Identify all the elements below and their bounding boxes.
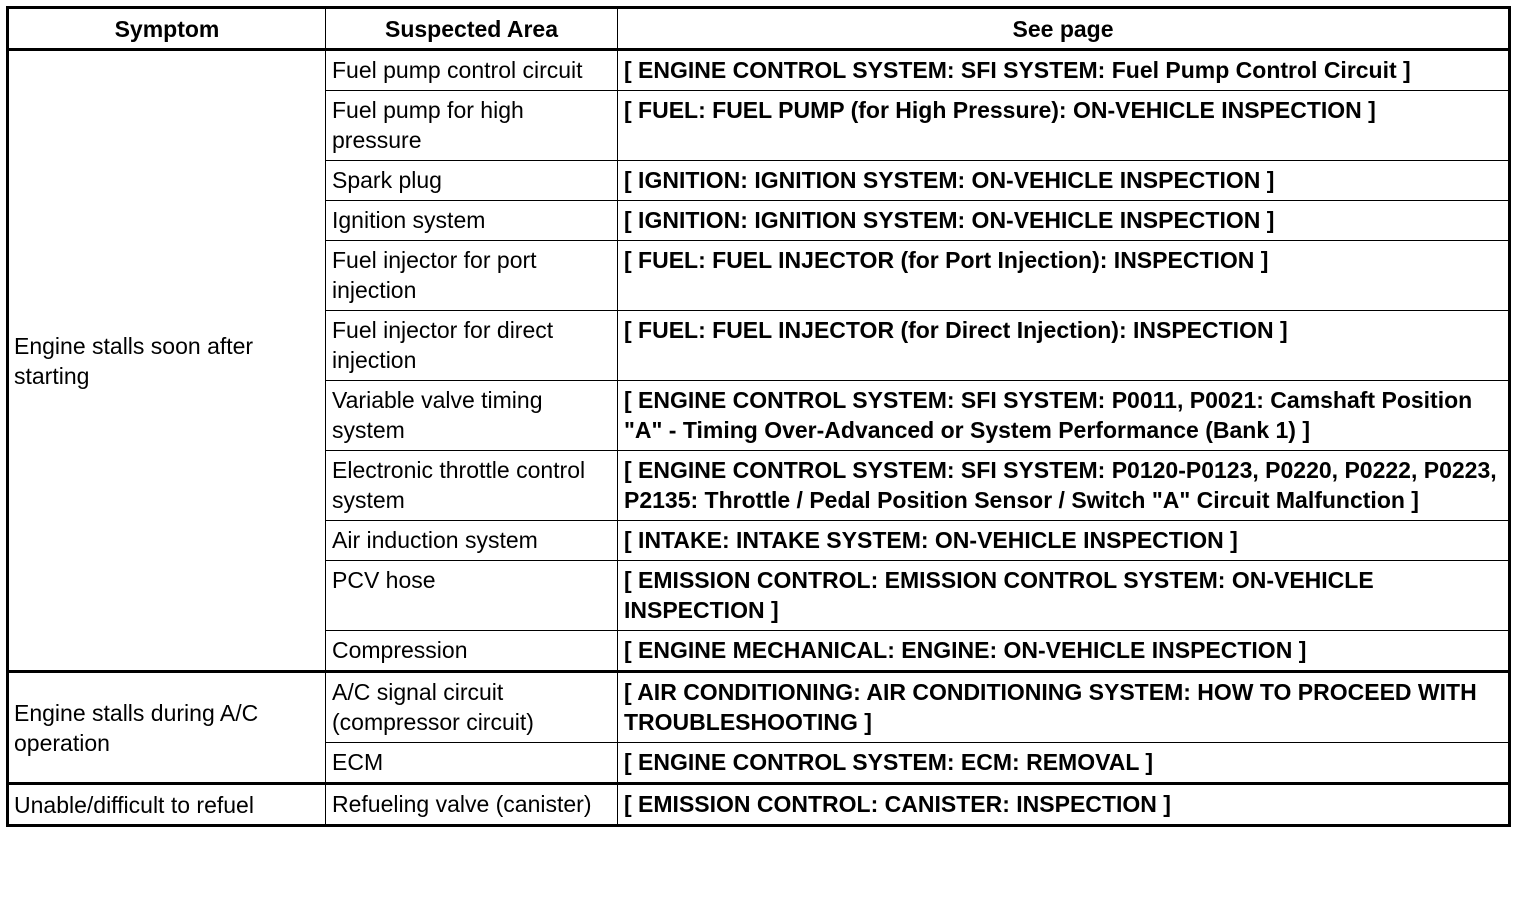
- suspected-area-cell: Fuel pump control circuit: [326, 50, 618, 91]
- header-symptom: Symptom: [8, 8, 326, 50]
- troubleshooting-table: [6, 6, 1511, 827]
- see-page-link[interactable]: [ FUEL: FUEL INJECTOR (for Direct Injection): INSPECTION ]: [618, 311, 1510, 381]
- see-page-link[interactable]: [ ENGINE CONTROL SYSTEM: SFI SYSTEM: P0011, P0021: Camshaft Position "A" - Timing Over-Advanced or System Performance (Bank 1) ]: [618, 381, 1510, 451]
- symptom-cell: Unable/difficult to refuel: [8, 784, 326, 826]
- table-row: [8, 672, 1510, 743]
- header-suspected-area: Suspected Area: [326, 8, 618, 50]
- see-page-link[interactable]: [ FUEL: FUEL INJECTOR (for Port Injection): INSPECTION ]: [618, 241, 1510, 311]
- see-page-link[interactable]: [ EMISSION CONTROL: CANISTER: INSPECTION ]: [618, 784, 1510, 826]
- suspected-area-cell: Fuel injector for direct injection: [326, 311, 618, 381]
- suspected-area-cell: Ignition system: [326, 201, 618, 241]
- see-page-link[interactable]: [ ENGINE CONTROL SYSTEM: SFI SYSTEM: Fuel Pump Control Circuit ]: [618, 50, 1510, 91]
- see-page-link[interactable]: [ INTAKE: INTAKE SYSTEM: ON-VEHICLE INSPECTION ]: [618, 521, 1510, 561]
- suspected-area-cell: Spark plug: [326, 161, 618, 201]
- suspected-area-cell: Compression: [326, 631, 618, 672]
- table-row: [8, 784, 1510, 826]
- suspected-area-cell: Refueling valve (canister): [326, 784, 618, 826]
- see-page-link[interactable]: [ EMISSION CONTROL: EMISSION CONTROL SYSTEM: ON-VEHICLE INSPECTION ]: [618, 561, 1510, 631]
- suspected-area-cell: Variable valve timing system: [326, 381, 618, 451]
- see-page-link[interactable]: [ AIR CONDITIONING: AIR CONDITIONING SYSTEM: HOW TO PROCEED WITH TROUBLESHOOTING ]: [618, 672, 1510, 743]
- suspected-area-cell: Fuel injector for port injection: [326, 241, 618, 311]
- suspected-area-cell: PCV hose: [326, 561, 618, 631]
- see-page-link[interactable]: [ FUEL: FUEL PUMP (for High Pressure): ON-VEHICLE INSPECTION ]: [618, 91, 1510, 161]
- see-page-link[interactable]: [ ENGINE MECHANICAL: ENGINE: ON-VEHICLE INSPECTION ]: [618, 631, 1510, 672]
- suspected-area-cell: Fuel pump for high pressure: [326, 91, 618, 161]
- symptom-cell: Engine stalls soon after starting: [8, 50, 326, 672]
- header-row: [8, 8, 1510, 50]
- header-see-page: See page: [618, 8, 1510, 50]
- see-page-link[interactable]: [ IGNITION: IGNITION SYSTEM: ON-VEHICLE INSPECTION ]: [618, 161, 1510, 201]
- suspected-area-cell: Air induction system: [326, 521, 618, 561]
- suspected-area-cell: Electronic throttle control system: [326, 451, 618, 521]
- symptom-cell: Engine stalls during A/C operation: [8, 672, 326, 784]
- table-row: [8, 50, 1510, 91]
- see-page-link[interactable]: [ ENGINE CONTROL SYSTEM: ECM: REMOVAL ]: [618, 743, 1510, 784]
- suspected-area-cell: A/C signal circuit (compressor circuit): [326, 672, 618, 743]
- see-page-link[interactable]: [ ENGINE CONTROL SYSTEM: SFI SYSTEM: P0120-P0123, P0220, P0222, P0223, P2135: Throttle / Pedal Position Sensor / Switch "A" Circuit Malfunction ]: [618, 451, 1510, 521]
- suspected-area-cell: ECM: [326, 743, 618, 784]
- see-page-link[interactable]: [ IGNITION: IGNITION SYSTEM: ON-VEHICLE INSPECTION ]: [618, 201, 1510, 241]
